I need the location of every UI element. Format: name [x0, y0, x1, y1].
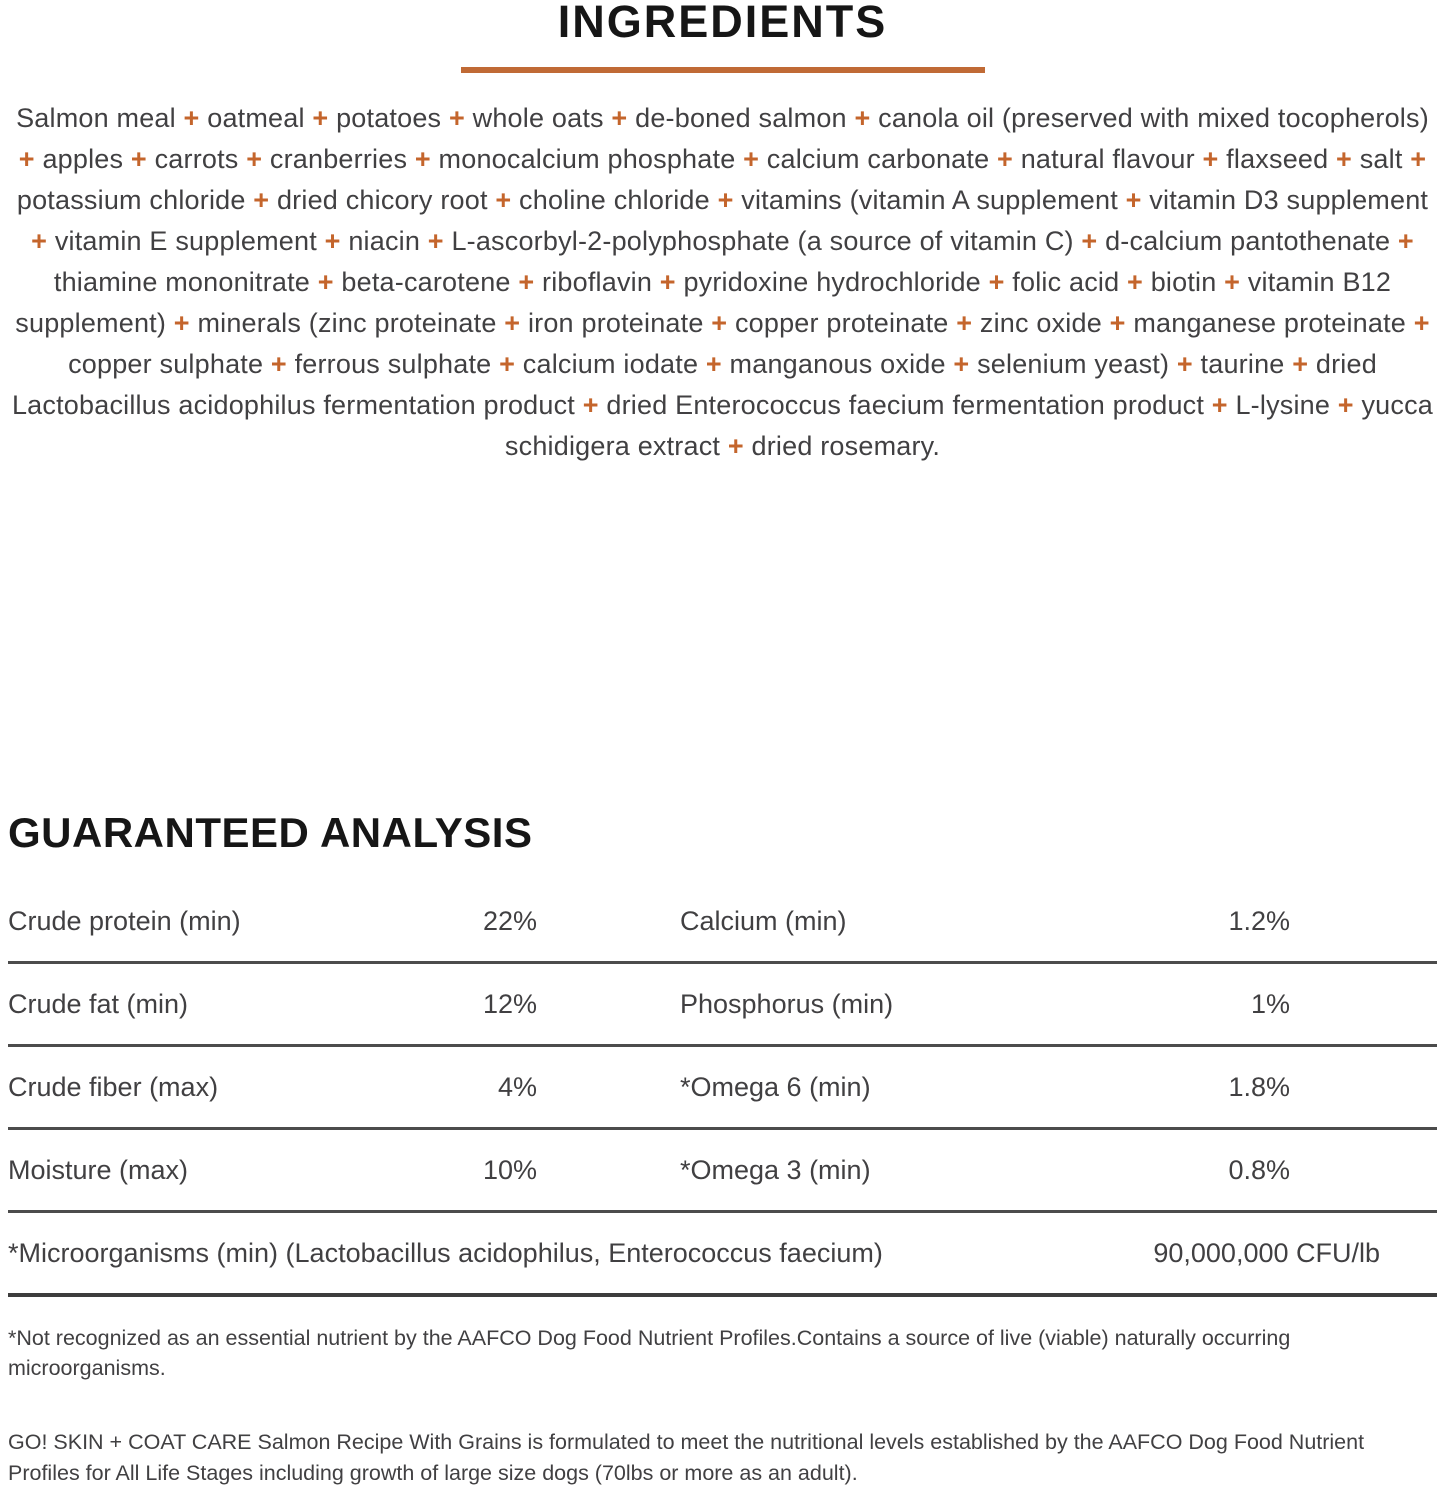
plus-separator: + — [709, 185, 742, 215]
plus-separator: + — [1402, 144, 1427, 174]
plus-separator: + — [980, 267, 1013, 297]
analysis-label: Calcium (min) — [680, 905, 847, 936]
plus-separator: + — [263, 349, 295, 379]
plus-separator: + — [18, 144, 43, 174]
analysis-value: 1.2% — [1228, 905, 1290, 936]
analysis-table — [8, 881, 1437, 1297]
plus-separator: + — [175, 103, 208, 133]
analysis-label: *Omega 3 (min) — [680, 1154, 871, 1185]
analysis-value: 1% — [1250, 988, 1290, 1019]
plus-separator: + — [1284, 349, 1316, 379]
plus-separator: + — [652, 267, 684, 297]
analysis-label: Crude protein (min) — [8, 905, 241, 936]
microorganisms-row — [8, 1213, 1437, 1297]
plus-separator: + — [945, 349, 978, 379]
plus-separator: + — [31, 226, 55, 256]
plus-separator: + — [304, 103, 337, 133]
plus-separator: + — [1204, 390, 1236, 420]
plus-separator: + — [1216, 267, 1248, 297]
plus-separator: + — [245, 185, 277, 215]
analysis-value: 1.8% — [1228, 1071, 1290, 1102]
ingredients-title: INGREDIENTS — [557, 0, 888, 47]
plus-separator: + — [1328, 144, 1360, 174]
analysis-row — [8, 964, 1437, 1047]
plus-separator: + — [1101, 308, 1134, 338]
plus-separator: + — [948, 308, 980, 338]
plus-separator: + — [735, 144, 767, 174]
plus-separator: + — [720, 431, 752, 461]
plus-separator: + — [420, 226, 452, 256]
plus-separator: + — [575, 390, 607, 420]
plus-separator: + — [166, 308, 198, 338]
plus-separator: + — [846, 103, 879, 133]
plus-separator: + — [1406, 308, 1430, 338]
plus-separator: + — [310, 267, 342, 297]
plus-separator: + — [1073, 226, 1106, 256]
analysis-value: 10% — [482, 1154, 537, 1185]
plus-separator: + — [1330, 390, 1362, 420]
plus-separator: + — [510, 267, 542, 297]
plus-separator: + — [407, 144, 439, 174]
orange-divider-rule — [461, 67, 985, 73]
plus-separator: + — [1169, 349, 1201, 379]
analysis-value: 0.8% — [1228, 1154, 1290, 1185]
ingredients-text: Salmon meal + oatmeal + potatoes + whole oats + de-boned salmon + canola oil (preserved with mixed tocopherols) + apples + carrots + cranberries + monocalcium phosphate + calcium carbonate + natural flavour + flaxseed + salt + potassium chloride + dried chicory root + choline chloride + vitamins (vitamin A supplement + vitamin D3 supplement + vitamin E supplement + niacin + L-ascorbyl-2-polyphosphate (a source of vitamin C) + d-calcium pantothenate + thiamine mononitrate + beta-carotene + riboflavin + pyridoxine hydrochloride + folic acid + biotin + vitamin B12 supplement) + minerals (zinc proteinate + iron proteinate + copper proteinate + zinc oxide + manganese proteinate + copper sulphate + ferrous sulphate + calcium iodate + manganous oxide + selenium yeast) + taurine + dried Lactobacillus acidophilus fermentation product + dried Enterococcus faecium fermentation product + L-lysine + yucca schidigera extract + dried rosemary. — [11, 103, 1434, 461]
plus-separator: + — [441, 103, 473, 133]
plus-separator: + — [496, 308, 528, 338]
plus-separator: + — [316, 226, 349, 256]
plus-separator: + — [703, 308, 735, 338]
analysis-row — [8, 1130, 1437, 1213]
analysis-value: 90,000,000 CFU/lb — [1153, 1237, 1380, 1268]
analysis-label: Crude fiber (max) — [8, 1071, 219, 1102]
analysis-label: *Microorganisms (min) (Lactobacillus acidophilus, Enterococcus faecium) — [8, 1237, 883, 1268]
plus-separator: + — [1390, 226, 1414, 256]
analysis-row — [8, 881, 1437, 964]
plus-separator: + — [603, 103, 636, 133]
analysis-value: 12% — [482, 988, 537, 1019]
analysis-rows — [8, 881, 1437, 1213]
plus-separator: + — [1194, 144, 1227, 174]
footnote-formulation: GO! SKIN + COAT CARE Salmon Recipe With Grains is formulated to meet the nutritional levels established by the AAFCO Dog Food Nutrient Profiles for All Life Stages including growth of large size dogs (70lbs or more as an adult). — [8, 1430, 1365, 1485]
analysis-value: 4% — [497, 1071, 537, 1102]
analysis-row — [8, 1047, 1437, 1130]
analysis-label: Crude fat (min) — [8, 988, 189, 1019]
plus-separator: + — [487, 185, 520, 215]
plus-separator: + — [491, 349, 523, 379]
plus-separator: + — [1117, 185, 1150, 215]
analysis-label: Phosphorus (min) — [680, 988, 894, 1019]
analysis-value: 22% — [482, 905, 537, 936]
plus-separator: + — [989, 144, 1021, 174]
analysis-label: Moisture (max) — [8, 1154, 189, 1185]
plus-separator: + — [238, 144, 270, 174]
plus-separator: + — [123, 144, 155, 174]
analysis-label: *Omega 6 (min) — [680, 1071, 871, 1102]
footnote-aafco-nutrient: *Not recognized as an essential nutrient by the AAFCO Dog Food Nutrient Profiles.Contains a source of live (viable) naturally occurring microorganisms. — [8, 1326, 1291, 1380]
plus-separator: + — [698, 349, 730, 379]
guaranteed-analysis-title: GUARANTEED ANALYSIS — [8, 809, 533, 856]
plus-separator: + — [1119, 267, 1151, 297]
